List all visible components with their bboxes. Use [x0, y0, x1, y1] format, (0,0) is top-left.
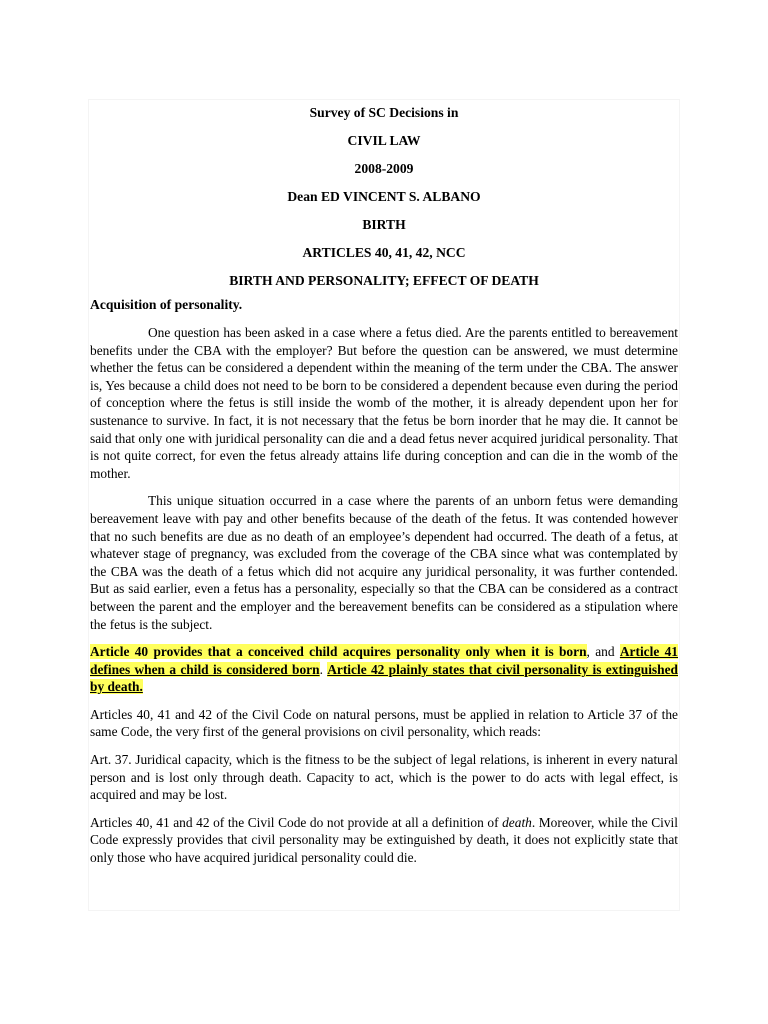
highlight-separator-1: , and — [586, 644, 620, 660]
paragraph-articles-highlight — [90, 643, 678, 696]
header-line-topic: BIRTH — [362, 217, 406, 232]
highlight-article-40: Article 40 provides that a conceived child acquires personality only when it is born — [90, 644, 587, 660]
death-text-after: . Moreover, while the Civil Code expressly provides that civil personality may be extinguished by death, it does not explicitly state that only those who have acquired juridical personality could die. — [90, 814, 678, 866]
highlight-separator-2: . — [319, 661, 328, 677]
death-text-italic: death — [502, 814, 532, 830]
header-line-subject: CIVIL LAW — [347, 133, 421, 148]
death-text-before: Articles 40, 41 and 42 of the Civil Code do not provide at all a definition of — [90, 814, 503, 830]
header-line-articles: ARTICLES 40, 41, 42, NCC — [302, 245, 466, 260]
paragraph-unique-situation: This unique situation occurred in a case where the parents of an unborn fetus were demanding bereavement leave with pay and other benefits because of the death of the fetus. It was contended however that no such benefits are due as no death of an employee’s dependent had occurred. The death of a fetus, at whatever stage of pregnancy, was excluded from the coverage of the CBA since what was contemplated by the CBA was the death of a fetus which did not acquire any juridical personality, it was further contended. But as said earlier, even a fetus has a personality, especially so that the CBA can be considered as a contract between the parent and the employer and the bereavement benefits can be considered as a stipulation where the fetus is the subject. — [90, 493, 678, 632]
highlight-article-42: Article 42 plainly states that civil personality is extinguished by death. — [90, 661, 678, 695]
header-line-chapter: BIRTH AND PERSONALITY; EFFECT OF DEATH — [229, 273, 539, 288]
header-line-years: 2008-2009 — [354, 161, 414, 176]
document-page — [89, 100, 679, 910]
header-line-survey: Survey of SC Decisions in — [309, 105, 459, 120]
section-title: Acquisition of personality. — [90, 297, 243, 312]
header-line-author: Dean ED VINCENT S. ALBANO — [287, 189, 481, 204]
paragraph-article-37-text: Art. 37. Juridical capacity, which is the fitness to be the subject of legal relations, is inherent in every natural person and is lost only through death. Capacity to act, which is the power to do acts with legal effect, is acquired and may be lost. — [90, 752, 678, 803]
document-content — [90, 100, 678, 867]
paragraph-article-37-relation: Articles 40, 41 and 42 of the Civil Code on natural persons, must be applied in relation to Article 37 of the same Code, the very first of the general provisions on civil personality, which reads: — [90, 706, 678, 740]
highlight-article-41: Article 41 defines when a child is considered born — [90, 644, 678, 677]
paragraph-death-definition — [90, 814, 678, 867]
paragraph-fetus-question: One question has been asked in a case where a fetus died. Are the parents entitled to bereavement benefits under the CBA with the employer? But before the question can be answered, we must determine whether the fetus can be considered a dependent within the meaning of the term under the CBA. The answer is, Yes because a child does not need to be born to be considered a dependent because even during the period of conception where the fetus is still inside the womb of the mother, it is already dependent upon her for sustenance to survive. In fact, it is not necessary that the fetus be born inorder that he may die. It cannot be said that only one with juridical personality can die and a dead fetus never acquired juridical personality. That is not quite correct, for even the fetus already attains life during conception and can die in the womb of the mother. — [90, 325, 678, 481]
